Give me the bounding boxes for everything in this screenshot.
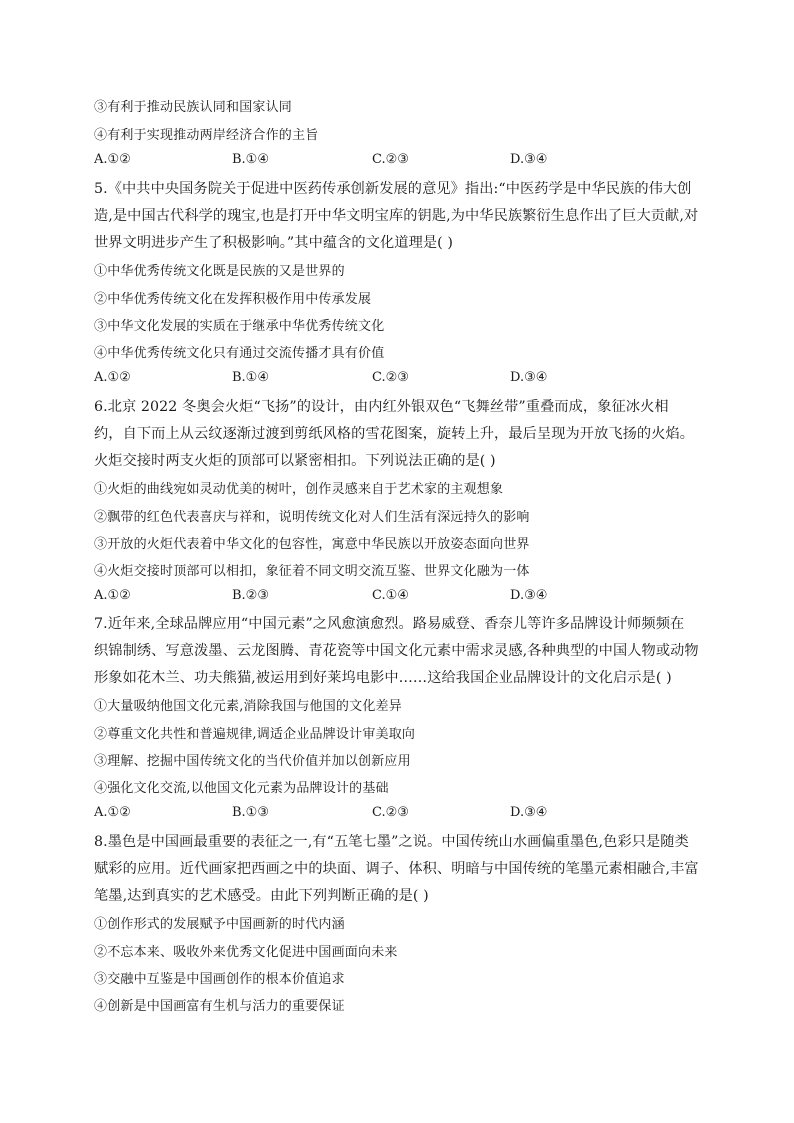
- question-stem: 约，自下而上从云纹逐渐过渡到剪纸风格的雪花图案，旋转上升，最后呈现为开放飞扬的火焰。: [94, 426, 695, 442]
- question-stem: 火炬交接时两支火炬的顶部可以紧密相扣。下列说法正确的是( ): [94, 453, 496, 469]
- option-line: ④创新是中国画富有生机与活力的重要保证: [94, 999, 345, 1014]
- option-line: ④有利于实现推动两岸经济合作的主旨: [94, 128, 319, 143]
- option-line: ④中华优秀传统文化只有通过交流传播才具有价值: [94, 346, 385, 361]
- choice-b: B.①④: [232, 370, 269, 385]
- question-stem: 造,是中国古代科学的瑰宝,也是打开中华文明宝库的钥匙,为中华民族繁衍生息作出了巨大贡献,对: [94, 208, 699, 224]
- option-line: ①中华优秀传统文化既是民族的又是世界的: [94, 264, 345, 279]
- option-line: ③理解、挖掘中国传统文化的当代价值并加以创新应用: [94, 754, 411, 769]
- question-stem: 织锦制绣、写意泼墨、云龙图腾、青花瓷等中国文化元素中需求灵感,各种典型的中国人物或动物: [94, 643, 699, 659]
- choice-d: D.③④: [510, 588, 548, 603]
- option-line: ④强化文化交流,以他国文化元素为品牌设计的基础: [94, 781, 389, 796]
- choice-b: B.①④: [232, 152, 269, 167]
- question-stem: 6.北京 2022 冬奥会火炬“飞扬”的设计，由内红外银双色“飞舞丝带”重叠而成，象征冰火相: [94, 399, 669, 415]
- question-stem: 世界文明进步产生了积极影响。”其中蕴含的文化道理是( ): [94, 235, 454, 251]
- option-line: ④火炬交接时顶部可以相扣，象征着不同文明交流互鉴、世界文化融为一体: [94, 564, 530, 579]
- option-line: ③中华文化发展的实质在于继承中华优秀传统文化: [94, 319, 385, 334]
- option-line: ②尊重文化共性和普遍规律,调适企业品牌设计审美取向: [94, 727, 416, 742]
- option-line: ②中华优秀传统文化在发挥积极作用中传承发展: [94, 292, 372, 307]
- choice-a: A.①②: [94, 588, 131, 603]
- choice-d: D.③④: [510, 152, 548, 167]
- question-stem: 7.近年来,全球品牌应用“中国元素”之风愈演愈烈。路易威登、香奈儿等许多品牌设计师频频在: [94, 616, 685, 632]
- option-line: ③有利于推动民族认同和国家认同: [94, 100, 293, 115]
- question-stem: 8.墨色是中国画最重要的表征之一,有“五笔七墨”之说。中国传统山水画偏重墨色,色彩只是随类: [94, 834, 689, 850]
- question-stem: 笔墨,达到真实的艺术感受。由此下列判断正确的是( ): [94, 888, 429, 904]
- choice-b: B.②③: [232, 588, 269, 603]
- question-stem: 赋彩的应用。近代画家把西画之中的块面、调子、体积、明暗与中国传统的笔墨元素相融合,丰富: [94, 861, 699, 877]
- option-line: ③开放的火炬代表着中华文化的包容性，寓意中华民族以开放姿态面向世界: [94, 537, 530, 552]
- choice-d: D.③④: [510, 370, 548, 385]
- option-line: ②不忘本来、吸收外来优秀文化促进中国画面向未来: [94, 945, 398, 960]
- choice-c: C.②③: [372, 805, 409, 820]
- option-line: ①创作形式的发展赋予中国画新的时代内涵: [94, 917, 345, 932]
- choice-d: D.③④: [510, 805, 548, 820]
- question-stem: 形象如花木兰、功夫熊猫,被运用到好莱坞电影中……这给我国企业品牌设计的文化启示是( ): [94, 670, 672, 686]
- choice-c: C.②③: [372, 152, 409, 167]
- question-stem: 5.《中共中央国务院关于促进中医药传承创新发展的意见》指出:“中医药学是中华民族的伟大创: [94, 181, 692, 197]
- choice-a: A.①②: [94, 370, 131, 385]
- choice-a: A.①②: [94, 152, 131, 167]
- choice-a: A.①②: [94, 805, 131, 820]
- choice-c: C.②③: [372, 370, 409, 385]
- option-line: ②飘带的红色代表喜庆与祥和，说明传统文化对人们生活有深远持久的影响: [94, 510, 530, 525]
- choice-c: C.①④: [372, 588, 409, 603]
- option-line: ①火炬的曲线宛如灵动优美的树叶，创作灵感来自于艺术家的主观想象: [94, 482, 504, 497]
- option-line: ①大量吸纳他国文化元素,消除我国与他国的文化差异: [94, 699, 402, 714]
- choice-b: B.①③: [232, 805, 269, 820]
- option-line: ③交融中互鉴是中国画创作的根本价值追求: [94, 972, 345, 987]
